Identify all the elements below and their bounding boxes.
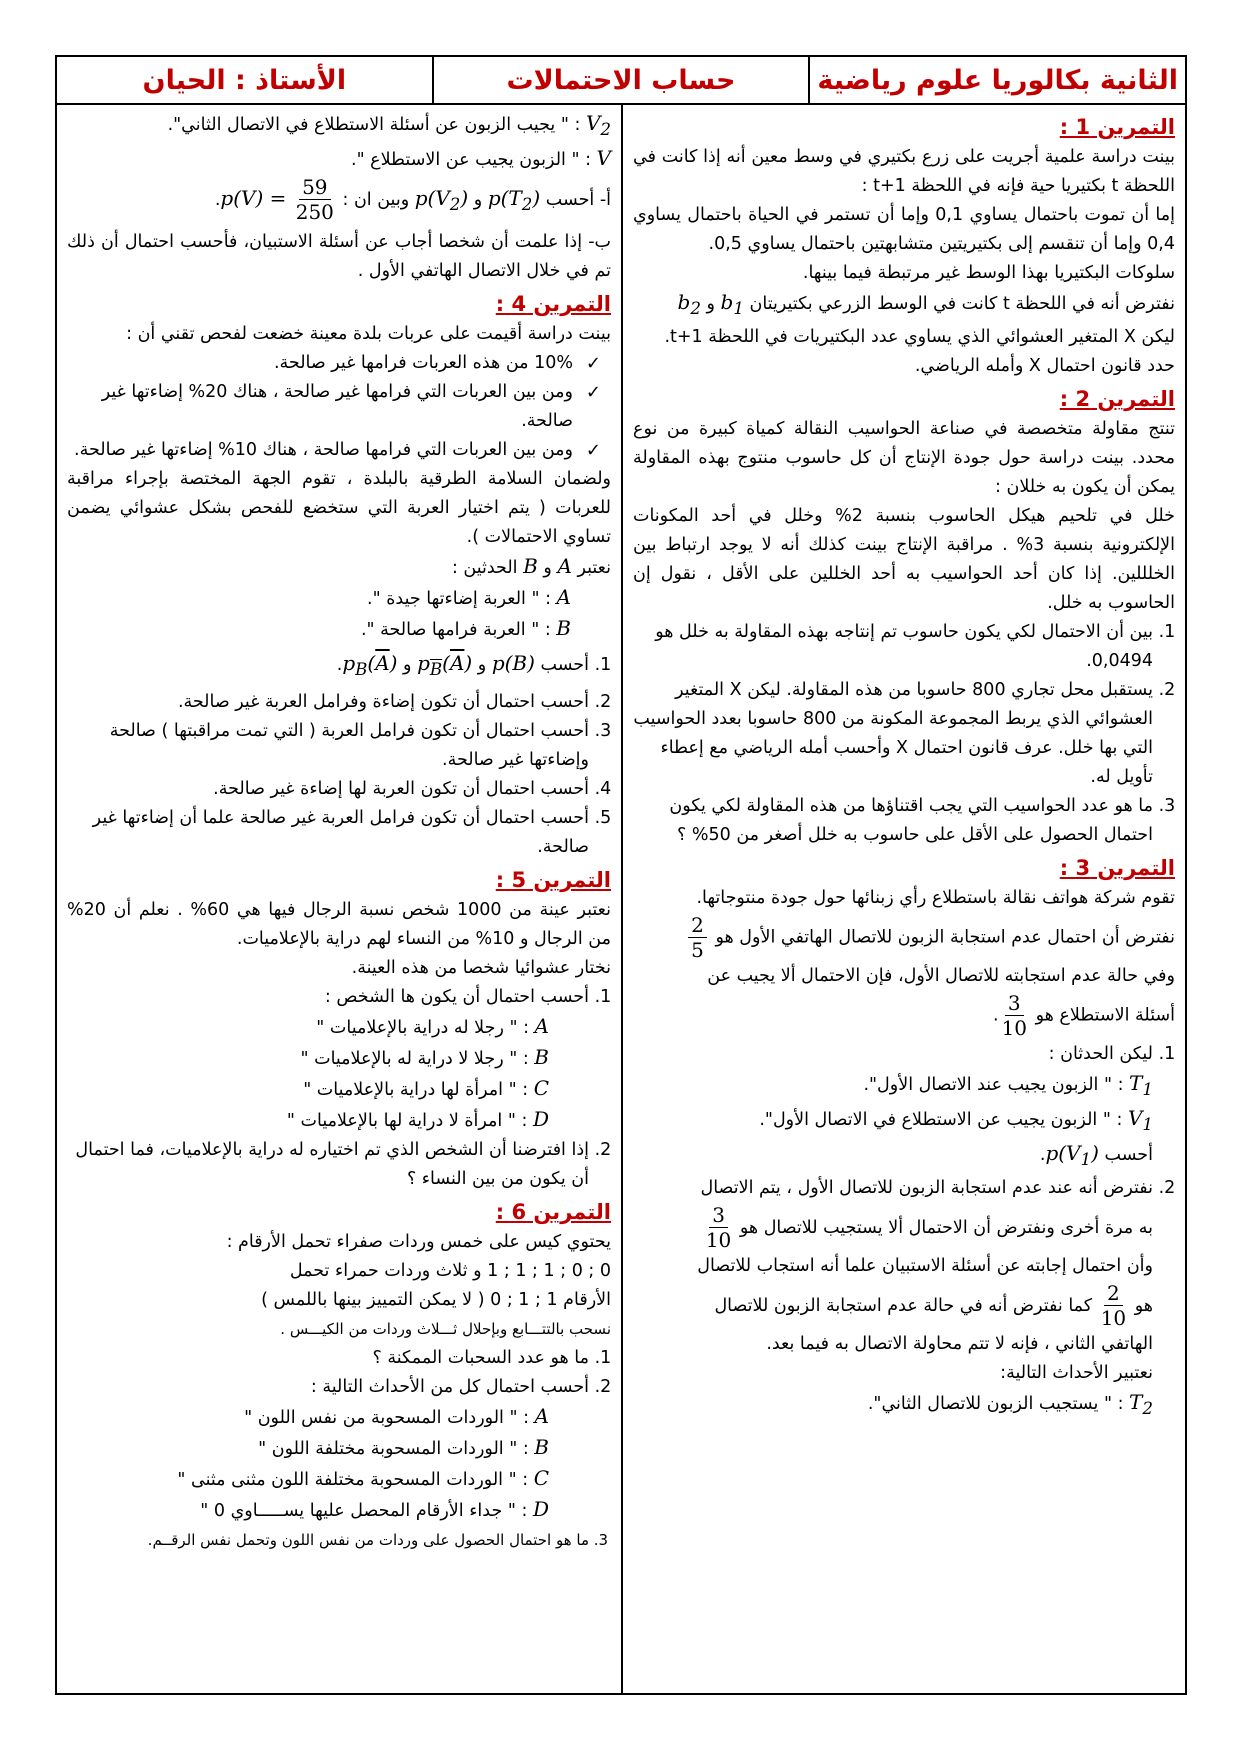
ex5-event: B : " رجلا لا دراية له بالإعلاميات " xyxy=(300,1045,549,1069)
exercise-4-title: التمرين 4 : xyxy=(495,292,611,316)
ex1-text: إما أن تموت باحتمال يساوي 0,1 وإما أن تستمر في الحياة باحتمال يساوي 0,4 وإما أن تنقسم إلى بكتيريتين متشابهتين باحتمال يساوي 0,5. xyxy=(633,205,1175,254)
ex3-question: 2. نفترض أنه عند عدم استجابة الزبون للاتصال الأول ، يتم الاتصال به مرة أخرى ونفترض أن الاحتمال ألا يستجيب للاتصال هو $\frac{3}{10}$ وأن احتمال إجابته عن أسئلة الاستبيان علما أنه استجاب للاتصال هو $\frac{2}{10}$ كما نفترض أنه في حالة عدم استجابة الزبون للاتصال الهاتفي الثاني ، فإنه لا تتم محاولة الاتصال به فيما بعد. نعتبير الأحداث التالية: $T_2$ : " يستجيب الزبون للاتصال الثاني". xyxy=(633,1174,1153,1423)
ex4-question: 3. أحسب احتمال أن تكون فرامل العربة ( التي تمت مراقبتها ) صالحة وإضاءتها غير صالحة. xyxy=(67,717,589,775)
ex1-text: حدد قانون احتمال X وأمله الرياضي. xyxy=(914,356,1175,376)
ex2-question: 2. يستقبل محل تجاري 800 حاسوبا من هذه المقاولة. ليكن X المتغير العشوائي الذي يربط المجموعة المكونة من 800 حاسوبا بعدد الحواسيب التي بها خلل. عرف قانون احتمال X وأحسب أمله الرياضي مع إعطاء تأويل له. xyxy=(633,676,1153,792)
ex2-questions xyxy=(633,618,1175,850)
teacher-name: الأستاذ : الحيان xyxy=(142,64,347,96)
ex4-question: 1. أحسب p(B) و $p_{\overline{B}}(\overline{A})$ و $p_B(\overline{A})$. xyxy=(67,645,589,688)
left-column xyxy=(57,105,621,1695)
ex1-text: ليكن X المتغير العشوائي الذي يساوي عدد البكتيريات في اللحظة t+1. xyxy=(664,327,1175,347)
ex6-event: D : " جداء الأرقام المحصل عليها يســـــاوي 0 " xyxy=(200,1497,549,1521)
exercise-5-title: التمرين 5 : xyxy=(495,868,611,892)
ex4-question: 4. أحسب احتمال أن تكون العربة لها إضاءة غير صالحة. xyxy=(67,775,589,804)
level-title: الثانية بكالوريا علوم رياضية xyxy=(808,57,1185,103)
ex2-text: تنتج مقاولة متخصصة في صناعة الحواسيب النقالة كمياة كبيرة من نوع محدد. بينت دراسة حول جودة الإنتاج أن كل حاسوب منتوج بهذه المقاولة يمكن أن يكون به خللان : xyxy=(633,419,1175,497)
ex4-question: 5. أحسب احتمال أن تكون فرامل العربة غير صالحة علما أن إضاءتها غير صالحة. xyxy=(67,804,589,862)
ex5-text: نختار عشوائيا شخصا من هذه العينة. xyxy=(351,958,611,978)
ex4-text: ولضمان السلامة الطرقية بالبلدة ، تقوم الجهة المختصة بإجراء مراقبة للعربات ( يتم اختيار العربة التي ستخضع للفحص بشكل عشوائي يضمن تساوي الاحتمالات ). xyxy=(67,469,611,547)
ex3-continued: أ- أحسب $p(T_2)$ و $p(V_2)$ وبين ان : p(V) = $\frac{59}{250}$ . xyxy=(214,175,611,224)
ex3-continued: ب- إذا علمت أن شخصا أجاب عن أسئلة الاستبيان، فأحسب احتمال أن ذلك تم في خلال الاتصال الهاتفي الأول . xyxy=(67,232,611,281)
ex1-text: بينت دراسة علمية أجريت على زرع بكتيري في وسط معين أنه إذا كانت في اللحظة t بكتيريا حية فإنه في اللحظة t+1 : xyxy=(633,147,1175,196)
ex4-text: نعتبر A و B الحدثين : xyxy=(451,554,611,578)
ex4-question: 2. أحسب احتمال أن تكون إضاءة وفرامل العربة غير صالحة. xyxy=(67,688,589,717)
ex4-event: A : " العربة إضاءتها جيدة ". xyxy=(367,585,571,609)
ex6-question: 2. أحسب احتمال كل من الأحداث التالية : A : " الوردات المسحوبة من نفس اللون " B : " الوردات المسحوبة مختلفة اللون " C : " الوردات المسحوبة مختلفة اللون مثنى مثنى " D : " جداء الأرقام المحصل عليها يســـــاوي 0 " xyxy=(67,1373,589,1526)
ex6-text: الأرقام 1 ; 1 ; 0 ( لا يمكن التمييز بينها باللمس ) xyxy=(261,1290,611,1310)
ex2-question: 3. ما هو عدد الحواسيب التي يجب اقتناؤها من هذه المقاولة لكي يكون احتمال الحصول على الأقل على حاسوب به خلل أصغر من 50% ؟ xyxy=(633,792,1153,850)
exercise-3-title: التمرين 3 : xyxy=(1059,856,1175,880)
checklist-item: ✓ ومن بين العربات التي فرامها غير صالحة ، هناك 20% إضاءتها غير صالحة. xyxy=(67,378,607,436)
ex1-text: سلوكات البكتيريا بهذا الوسط غير مرتبطة فيما بينها. xyxy=(802,263,1175,283)
ex5-event: A : " رجلا له دراية بالإعلاميات " xyxy=(316,1014,549,1038)
ex6-text: 0 ; 0 ; 1 ; 1 ; 1 و ثلاث وردات حمراء تحمل xyxy=(289,1261,611,1281)
ex1-text: نفترض أنه في اللحظة t كانت في الوسط الزرعي بكتيريتان $b_1$ و $b_2$ xyxy=(677,290,1175,318)
ex3-continued: V : " الزبون يجيب عن الاستطلاع ". xyxy=(351,146,611,170)
worksheet-page xyxy=(55,55,1187,1695)
checklist-item: ✓ ومن بين العربات التي فرامها صالحة ، هناك 10% إضاءتها غير صالحة. xyxy=(67,436,607,465)
subject-title: حساب الاحتمالات xyxy=(432,57,809,103)
ex5-question: 2. إذا افترضنا أن الشخص الذي تم اختياره له دراية بالإعلاميات، فما احتمال أن يكون من بين النساء ؟ xyxy=(67,1136,589,1194)
ex2-question: 1. بين أن الاحتمال لكي يكون حاسوب تم إنتاجه بهذه المقاولة به خلل هو 0,0494. xyxy=(633,618,1153,676)
exercise-6-title: التمرين 6 : xyxy=(495,1200,611,1224)
ex3-continued: $V_2$ : " يجيب الزبون عن أسئلة الاستطلاع في الاتصال الثاني". xyxy=(167,111,611,139)
ex5-questions xyxy=(67,983,611,1194)
header-table xyxy=(57,57,1185,105)
ex4-checklist xyxy=(67,349,611,465)
ex6-question: 3. ما هو احتمال الحصول على وردات من نفس اللون وتحمل نفس الرقــم. xyxy=(67,1526,589,1555)
ex2-text: خلل في تلحيم هيكل الحاسوب بنسبة 2% وخلل في أحد المكونات الإلكترونية بنسبة 3% . مراقبة الإنتاج بينت كذلك أنه لا يوجد ارتباط بين الخلللين. إذا كان أحد الحواسيب به أحد الخللين على الأقل ، نقول إن الحاسوب به خلل. xyxy=(633,506,1175,613)
ex5-event: D : " امرأة لا دراية لها بالإعلاميات " xyxy=(286,1107,549,1131)
ex6-event: A : " الوردات المسحوبة من نفس اللون " xyxy=(244,1404,549,1428)
exercise-2-title: التمرين 2 : xyxy=(1059,387,1175,411)
ex6-text: يحتوي كيس على خمس وردات صفراء تحمل الأرقام : xyxy=(226,1232,611,1252)
ex6-questions xyxy=(67,1344,611,1555)
ex3-question: 1. ليكن الحدثان : $T_1$ : " الزبون يجيب عند الاتصال الأول". $V_1$ : " الزبون يجيب عن الاستطلاع في الاتصال الأول". أحسب $p(V_1)$. xyxy=(633,1040,1153,1174)
exercise-1-title: التمرين 1 : xyxy=(1059,115,1175,139)
ex3-text: تقوم شركة هواتف نقالة باستطلاع رأي زبنائها حول جودة منتوجاتها. xyxy=(696,888,1175,908)
ex3-text: نفترض أن احتمال عدم استجابة الزبون للاتصال الهاتفي الأول هو $\frac{2}{5}$ xyxy=(633,913,1175,962)
ex5-text: نعتبر عينة من 1000 شخص نسبة الرجال فيها هي 60% . نعلم أن 20% من الرجال و 10% من النساء لهم دراية بالإعلاميات. xyxy=(67,900,611,949)
ex6-event: B : " الوردات المسحوبة مختلفة اللون " xyxy=(258,1435,549,1459)
checklist-item: ✓ 10% من هذه العربات فرامها غير صالحة. xyxy=(67,349,607,378)
ex6-text: نسحب بالتتـــابع وبإحلال ثـــلاث وردات من الكيـــس . xyxy=(280,1320,611,1338)
ex5-question: 1. أحسب احتمال أن يكون ها الشخص : A : " رجلا له دراية بالإعلاميات " B : " رجلا لا دراية له بالإعلاميات " C : " امرأة لها دراية بالإعلاميات " D : " امرأة لا دراية لها بالإعلاميات " xyxy=(67,983,589,1136)
ex6-question: 1. ما هو عدد السحبات الممكنة ؟ xyxy=(67,1344,589,1373)
right-column xyxy=(621,105,1185,1695)
ex4-event: B : " العربة فرامها صالحة ". xyxy=(360,616,571,640)
ex3-text: وفي حالة عدم استجابته للاتصال الأول، فإن الاحتمال ألا يجيب عن xyxy=(707,966,1175,986)
ex6-event: C : " الوردات المسحوبة مختلفة اللون مثنى مثنى " xyxy=(177,1466,549,1490)
ex4-questions xyxy=(67,645,611,862)
ex3-questions xyxy=(633,1040,1175,1423)
ex3-text: أسئلة الاستطلاع هو $\frac{3}{10}$ . xyxy=(992,991,1175,1040)
ex5-event: C : " امرأة لها دراية بالإعلاميات " xyxy=(303,1076,549,1100)
ex4-text: بينت دراسة أقيمت على عربات بلدة معينة خضعت لفحص تقني أن : xyxy=(126,324,611,344)
